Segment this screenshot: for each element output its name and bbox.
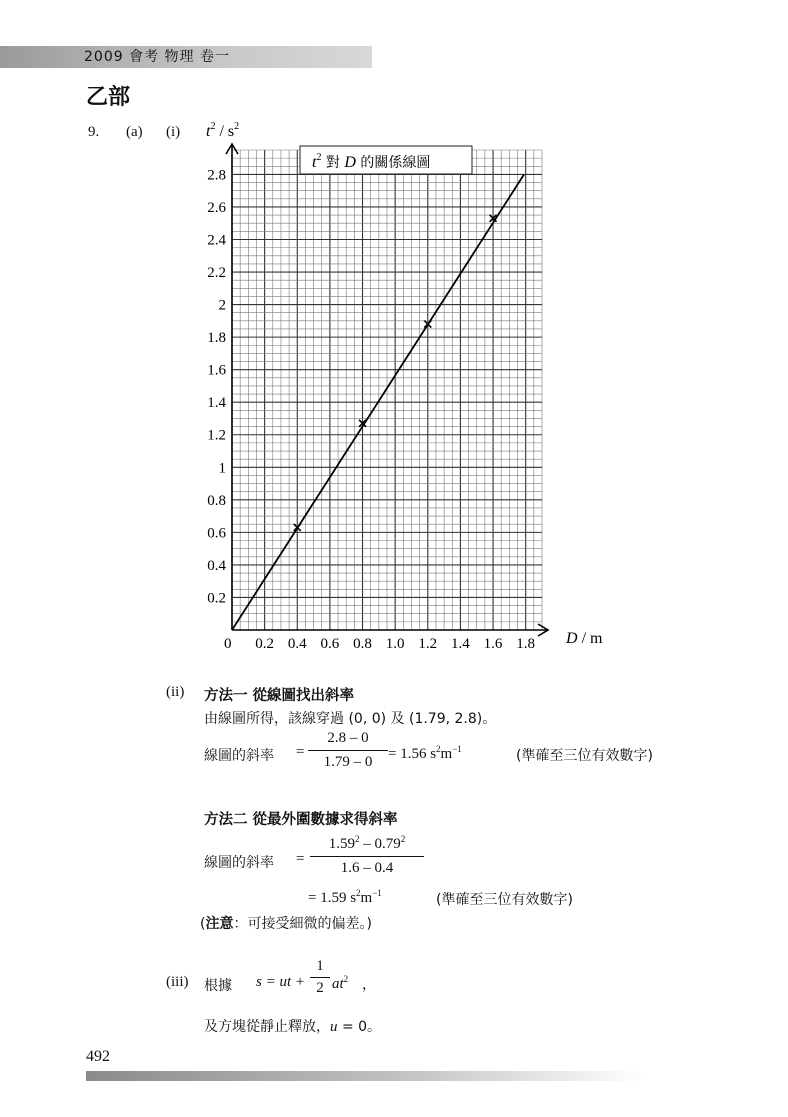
method1-fraction xyxy=(308,730,388,771)
equals-2: = xyxy=(296,851,305,867)
y-tick-label: 0.2 xyxy=(207,590,226,607)
method2-title: 方法二 從最外圍數據求得斜率 xyxy=(204,812,398,828)
y-tick-label: 2 xyxy=(218,297,226,314)
y-tick-label: 1.2 xyxy=(207,427,226,444)
y-tick-label: 0.4 xyxy=(207,557,226,574)
question-number: 9. xyxy=(88,124,100,140)
x-axis-label: D / m xyxy=(566,630,603,647)
x-tick-label: 1.4 xyxy=(451,636,470,652)
x-tick-label: 1.6 xyxy=(483,636,503,652)
question-part: (a) xyxy=(126,124,143,140)
y-tick-label: 2.8 xyxy=(207,167,226,184)
equals-1: = xyxy=(296,744,305,760)
note-line: (注意：可接受細微的偏差。) xyxy=(200,916,372,932)
y-axis-label: $t^2 / s^2$ xyxy=(206,121,240,140)
y-tick-label: 1.4 xyxy=(207,395,226,412)
slope-label-2: 線圖的斜率 xyxy=(204,855,274,871)
footer-bar xyxy=(86,1071,646,1081)
origin-label: 0 xyxy=(224,636,232,652)
y-tick-label: 2.6 xyxy=(207,199,226,216)
method2-numerator: 1.59$^2$ – 0.79$^2$ xyxy=(310,834,424,857)
equation-comma: ， xyxy=(362,977,376,993)
x-tick-label: 0.2 xyxy=(255,636,275,652)
x-tick-label: 1.2 xyxy=(418,636,438,652)
equation-lhs: s = ut + xyxy=(256,974,305,990)
method1-denominator: 1.79 – 0 xyxy=(323,754,373,770)
part-iii-line2: 及方塊從靜止釋放，u = 0。 xyxy=(204,1019,382,1035)
y-tick-label: 1 xyxy=(218,460,226,477)
method1-title: 方法一 從線圖找出斜率 xyxy=(204,688,355,704)
part-ii-label: (ii) xyxy=(166,684,185,700)
part-iii-intro: 根據 xyxy=(204,978,232,994)
section-title: 乙部 xyxy=(86,85,131,110)
method2-denominator: 1.6 – 0.4 xyxy=(340,860,394,876)
page-number: 492 xyxy=(86,1048,110,1065)
x-tick-label: 0.8 xyxy=(353,636,372,652)
graph-title: $t^2$ 對 D 的關係線圖 xyxy=(312,152,431,171)
x-tick-label: 1.0 xyxy=(385,636,405,652)
method1-note: (準確至三位有效數字) xyxy=(516,748,653,764)
half-fraction xyxy=(310,958,330,997)
y-tick-label: 2.2 xyxy=(207,265,226,282)
method1-result: = 1.56 $s^2m^{-1}$ xyxy=(388,744,462,762)
half-numerator: 1 xyxy=(310,958,330,978)
y-tick-label: 1.6 xyxy=(207,362,226,379)
y-tick-label: 0.8 xyxy=(207,492,226,509)
method2-note: (準確至三位有效數字) xyxy=(436,892,573,908)
method2-fraction xyxy=(310,834,424,877)
method1-numerator: 2.8 – 0 xyxy=(308,730,388,751)
x-tick-label: 1.8 xyxy=(516,636,536,652)
part-iii-label: (iii) xyxy=(166,974,189,990)
half-denominator: 2 xyxy=(316,980,324,996)
header-title: 2009 會考 物理 卷一 xyxy=(84,49,230,65)
x-tick-label: 0.4 xyxy=(287,636,307,652)
method1-line: 由線圖所得，該線穿過 (0, 0) 及 (1.79, 2.8)。 xyxy=(204,711,497,727)
x-tick-label: 0.6 xyxy=(320,636,340,652)
y-tick-label: 0.6 xyxy=(207,525,226,542)
equation-rhs: $at^2$ xyxy=(332,974,349,992)
y-tick-label: 1.8 xyxy=(207,330,226,347)
slope-label-1: 線圖的斜率 xyxy=(204,748,274,764)
method2-result: = 1.59 $s^2m^{-1}$ xyxy=(308,888,382,906)
y-tick-label: 2.4 xyxy=(207,232,226,249)
question-sub-i: (i) xyxy=(166,124,181,140)
